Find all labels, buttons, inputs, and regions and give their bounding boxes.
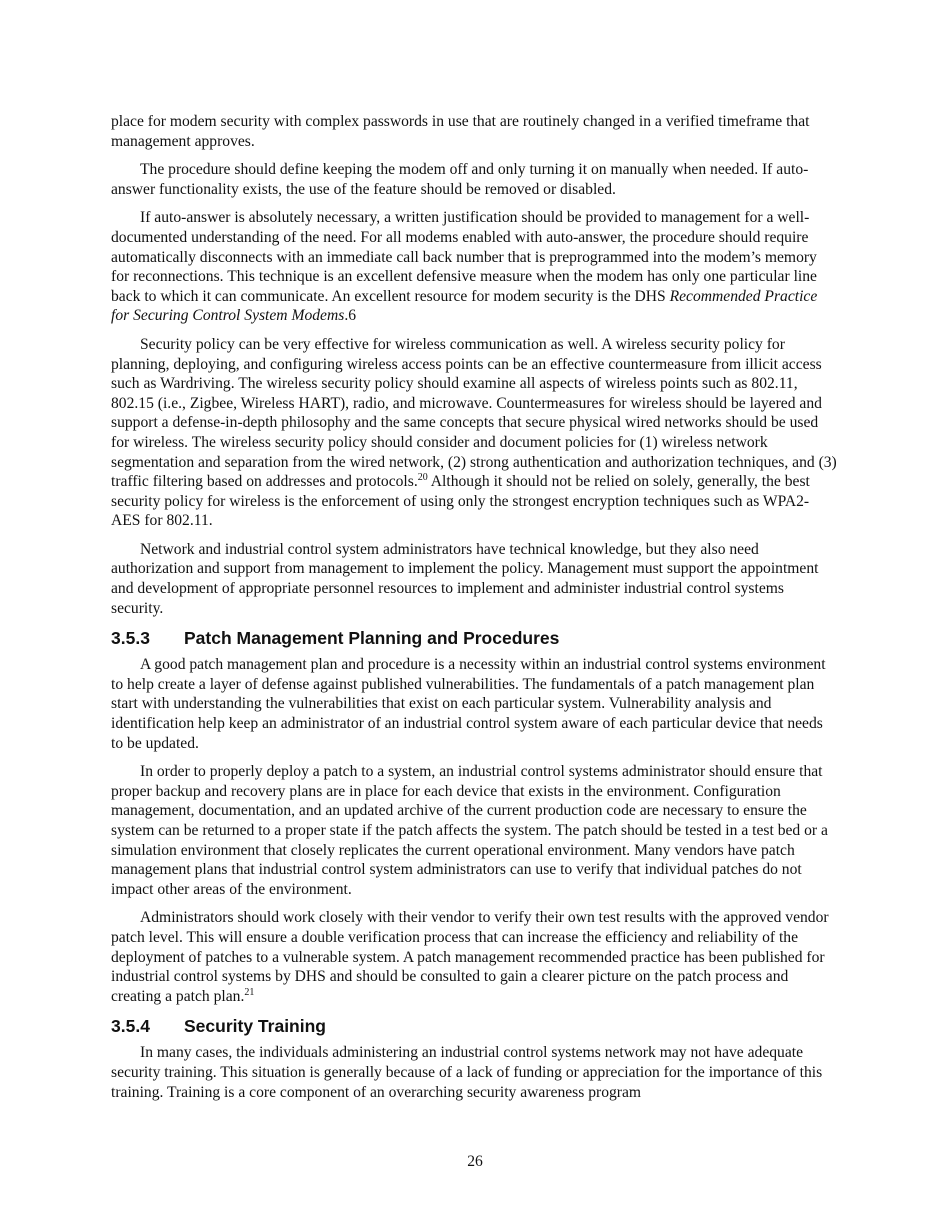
- paragraph-auto-answer-text: If auto-answer is absolutely necessary, a written justification should be provided to management for a well-documented understanding of the need. For all modems enabled with auto-answer, the procedure should require automatically disconnects with an immediate call back number that is preprogrammed into the modem’s memory for reconnections. This technique is an excellent defensive measure when the modem has only one particular line back to which it can communicate. An excellent resource for modem security is the DHS: [111, 209, 817, 305]
- paragraph-patch-deploy: In order to properly deploy a patch to a system, an industrial control systems administrator should ensure that proper backup and recovery plans are in place for each device that exists in the environment. Configuration management, documentation, and an updated archive of the current production code are necessary to ensure the system can be returned to a proper state if the patch affects the system. The patch should be tested in a test bed or a simulation environment that closely replicates the current operational environment. Many vendors have patch management plans that industrial control system administrators can use to verify that individual patches do not impact other areas of the environment.: [111, 763, 828, 898]
- section-number: 3.5.4: [111, 1016, 150, 1037]
- paragraph-wireless-end: Although it should not be relied on solely, generally, the best security policy for wireless is the enforcement of using only the strongest encryption techniques such as WPA2-AES for 802.11.: [111, 473, 810, 530]
- paragraph-auto-answer: [111, 208, 838, 326]
- paragraph-vendor-verification: [111, 908, 838, 1006]
- paragraph-training: In many cases, the individuals administering an industrial control systems network may not have adequate security training. This situation is generally because of a lack of funding or appreciation for the importance of this training. Training is a core component of an overarching security awareness program: [111, 1044, 823, 1101]
- paragraph-auto-answer-end: .6: [344, 307, 357, 325]
- paragraph-wireless-text: Security policy can be very effective for wireless communication as well. A wireless security policy for planning, deploying, and configuring wireless access points can be an effective countermeasure from illicit access such as Wardriving. The wireless security policy should examine all aspects of wireless points such as 802.11, 802.15 (i.e., Zigbee, Wireless HART), radio, and microwave. Countermeasures for wireless should be layered and support a defense-in-depth philosophy and the same concepts that secure physical wired networks should be used for wireless. The wireless security policy should consider and document policies for (1) wireless network segmentation and separation from the wired network, (2) strong authentication and authorization techniques, and (3) traffic filtering based on addresses and protocols.: [111, 335, 837, 491]
- paragraph-patch-plan: A good patch management plan and procedure is a necessity within an industrial control systems environment to help create a layer of defense against published vulnerabilities. The fundamentals of a patch management plan start with understanding the vulnerabilities that exist on each particular system. Vulnerability analysis and identification help keep an administrator of an industrial control system aware of each particular device that needs to be updated.: [111, 656, 826, 752]
- section-number: 3.5.3: [111, 628, 150, 649]
- paragraph-administrators-support: Network and industrial control system administrators have technical knowledge, but they also need authorization and support from management to implement the policy. Management must support the appointment and development of appropriate personnel resources to implement and administer industrial control systems security.: [111, 540, 819, 617]
- paragraph-modem-procedure: The procedure should define keeping the modem off and only turning it on manually when needed. If auto-answer functionality exists, the use of the feature should be removed or disabled.: [111, 161, 809, 198]
- footnote-ref-21: 21: [244, 986, 255, 998]
- footnote-ref-20: 20: [417, 472, 428, 484]
- paragraph-vendor-text: Administrators should work closely with their vendor to verify their own test results with the approved vendor patch level. This will ensure a double verification process that can increase the efficiency and reliability of the deployment of patches to a vulnerable system. A patch management recommended practice has been published for industrial control systems by DHS and should be consulted to gain a clearer picture on the patch process and creating a patch plan.: [111, 909, 829, 1005]
- section-heading-patch-management: [111, 627, 838, 649]
- paragraph-wireless-policy: [111, 335, 838, 531]
- section-heading-security-training: [111, 1015, 838, 1037]
- document-page: [111, 112, 838, 1111]
- page-number: 26: [467, 1153, 483, 1170]
- paragraph-modem-passwords: place for modem security with complex passwords in use that are routinely changed in a verified timeframe that management approves.: [111, 113, 810, 150]
- section-title: Patch Management Planning and Procedures: [184, 628, 560, 649]
- section-title: Security Training: [184, 1016, 326, 1037]
- modem-practice-title: Recommended Practice for Securing Control System Modems: [111, 287, 818, 325]
